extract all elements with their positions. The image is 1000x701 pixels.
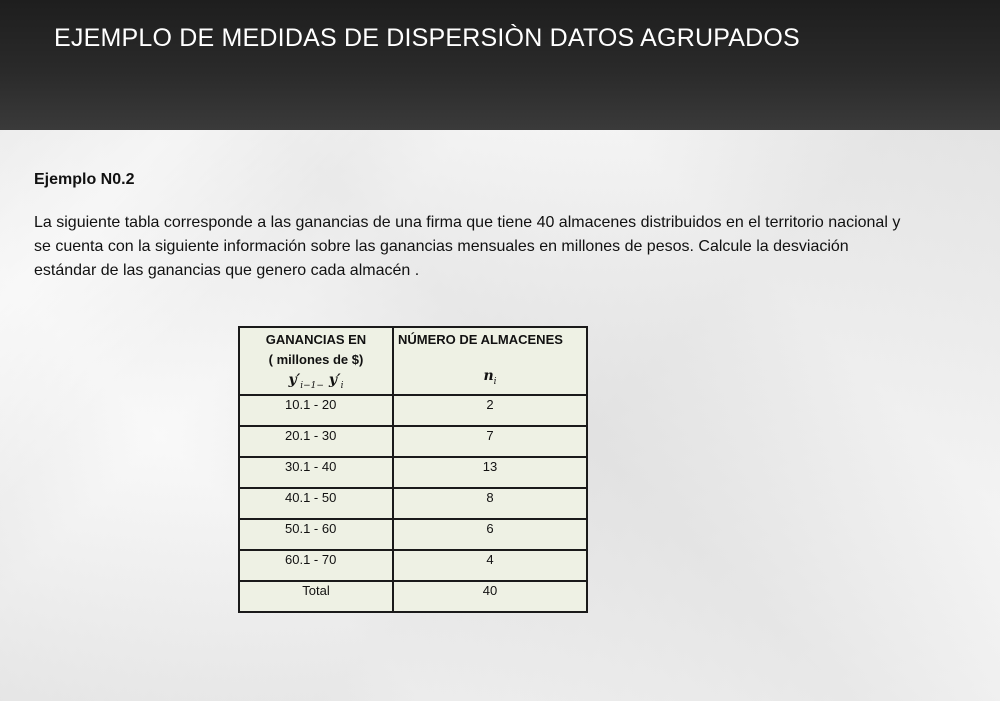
table-row xyxy=(239,395,587,426)
range-cell: 10.1 - 20 xyxy=(239,395,393,426)
example-description: La siguiente tabla corresponde a las ganancias de una firma que tiene 40 almacenes distribuidos en el territorio nacional y se cuenta con la siguiente información sobre las ganancias mensuales en millones de pesos. Calcule la desviación estándar de las ganancias que genero cada almacén . xyxy=(34,214,901,279)
table-row xyxy=(239,519,587,550)
count-cell: 13 xyxy=(393,457,587,488)
table-row xyxy=(239,488,587,519)
range-cell: 40.1 - 50 xyxy=(239,488,393,519)
table-row xyxy=(239,457,587,488)
count-cell: 6 xyxy=(393,519,587,550)
count-cell: 8 xyxy=(393,488,587,519)
header-almacenes xyxy=(393,327,587,395)
range-cell: 60.1 - 70 xyxy=(239,550,393,581)
range-cell: 30.1 - 40 xyxy=(239,457,393,488)
total-label: Total xyxy=(239,581,393,612)
header-ganancias-line1: GANANCIAS EN xyxy=(265,332,367,347)
header-ganancias xyxy=(239,327,393,395)
grouped-data-table xyxy=(238,326,588,613)
total-row xyxy=(239,581,587,612)
example-heading: Ejemplo N0.2 xyxy=(34,171,135,188)
total-value: 40 xyxy=(393,581,587,612)
header-almacenes-formula: $n_i$ xyxy=(483,368,497,387)
count-cell: 7 xyxy=(393,426,587,457)
table-row xyxy=(239,550,587,581)
count-cell: 4 xyxy=(393,550,587,581)
range-cell: 20.1 - 30 xyxy=(239,426,393,457)
header-ganancias-formula: $y'_{i-1-}$ $y'_i$ xyxy=(288,372,344,391)
table-row xyxy=(239,426,587,457)
title-bar xyxy=(0,0,1000,130)
slide-title: EJEMPLO DE MEDIDAS DE DISPERSIÒN DATOS AGRUPADOS xyxy=(54,24,800,52)
table-header-row xyxy=(239,327,587,395)
range-cell: 50.1 - 60 xyxy=(239,519,393,550)
count-cell: 2 xyxy=(393,395,587,426)
header-ganancias-line2: ( millones de $) xyxy=(268,352,364,367)
header-almacenes-label: NÚMERO DE ALMACENES xyxy=(398,332,563,347)
